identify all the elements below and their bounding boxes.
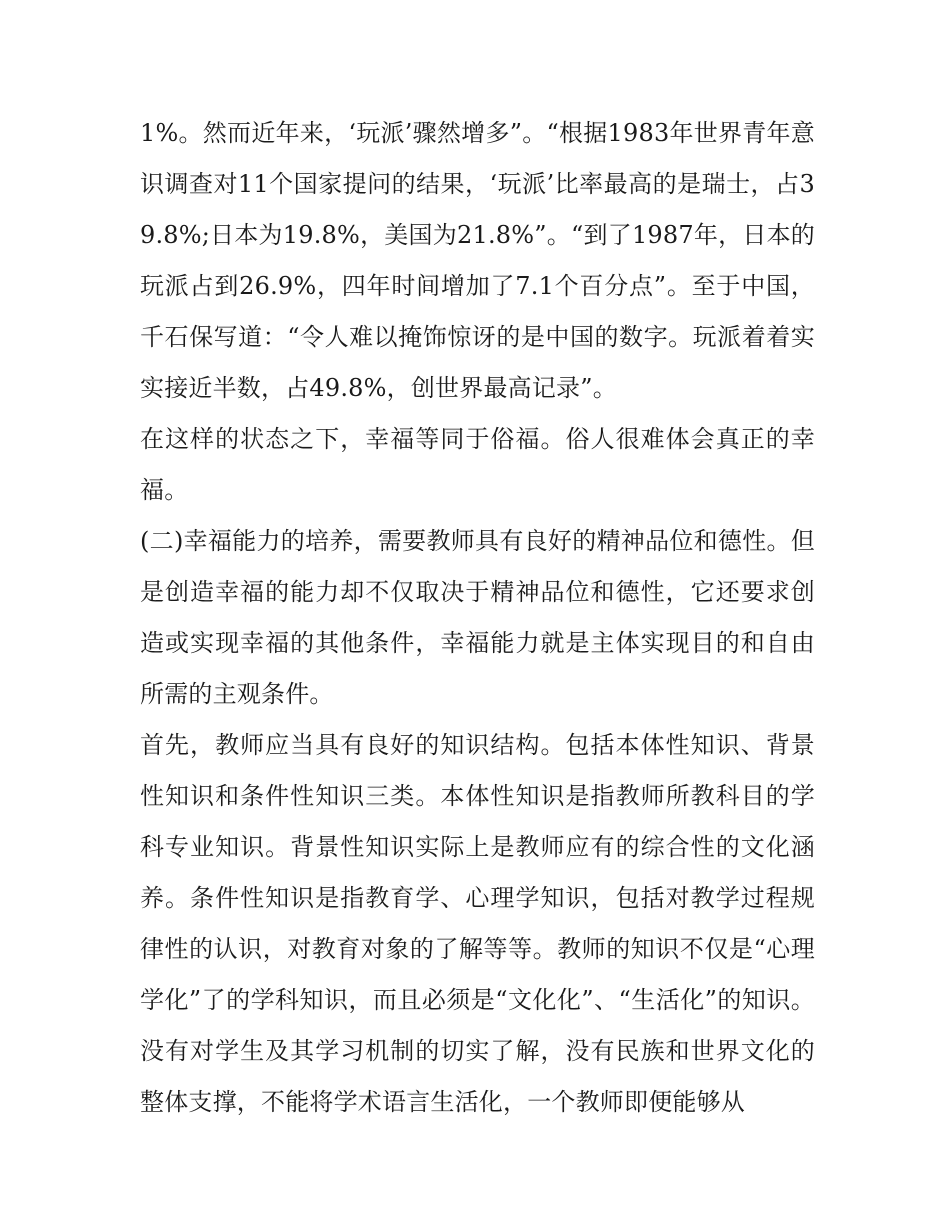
paragraph-4: 首先，教师应当具有良好的知识结构。包括本体性知识、背景性知识和条件性知识三类。本体性知识是指教师所教科目的学科专业知识。背景性知识实际上是教师应有的综合性的文化涵养。条件性知识是指教育学、心理学知识，包括对教学过程规律性的认识，对教育对象的了解等等。教师的知识不仅是“心理学化”了的学科知识，而且必须是“文化化”、“生活化”的知识。没有对学生及其学习机制的切实了解，没有民族和世界文化的整体支撑，不能将学术语言生活化，一个教师即便能够从 — [140, 731, 815, 1116]
paragraph-3: (二)幸福能力的培养，需要教师具有良好的精神品位和德性。但是创造幸福的能力却不仅取决于精神品位和德性，它还要求创造或实现幸福的其他条件，幸福能力就是主体实现目的和自由所需的主观条件。 — [140, 527, 815, 708]
document-body — [140, 108, 815, 1128]
paragraph-1: 1%。然而近年来，‘玩派’骤然增多”。“根据1983年世界青年意识调查对11个国家提问的结果，‘玩派’比率最高的是瑞士，占39.8%;日本为19.8%，美国为21.8%”。“到了1987年，日本的玩派占到26.9%，四年时间增加了7.1个百分点”。至于中国，千石保写道：“令人难以掩饰惊讶的是中国的数字。玩派着着实实接近半数，占49.8%，创世界最高记录”。 — [140, 119, 815, 402]
paragraph-2: 在这样的状态之下，幸福等同于俗福。俗人很难体会真正的幸福。 — [140, 425, 815, 504]
